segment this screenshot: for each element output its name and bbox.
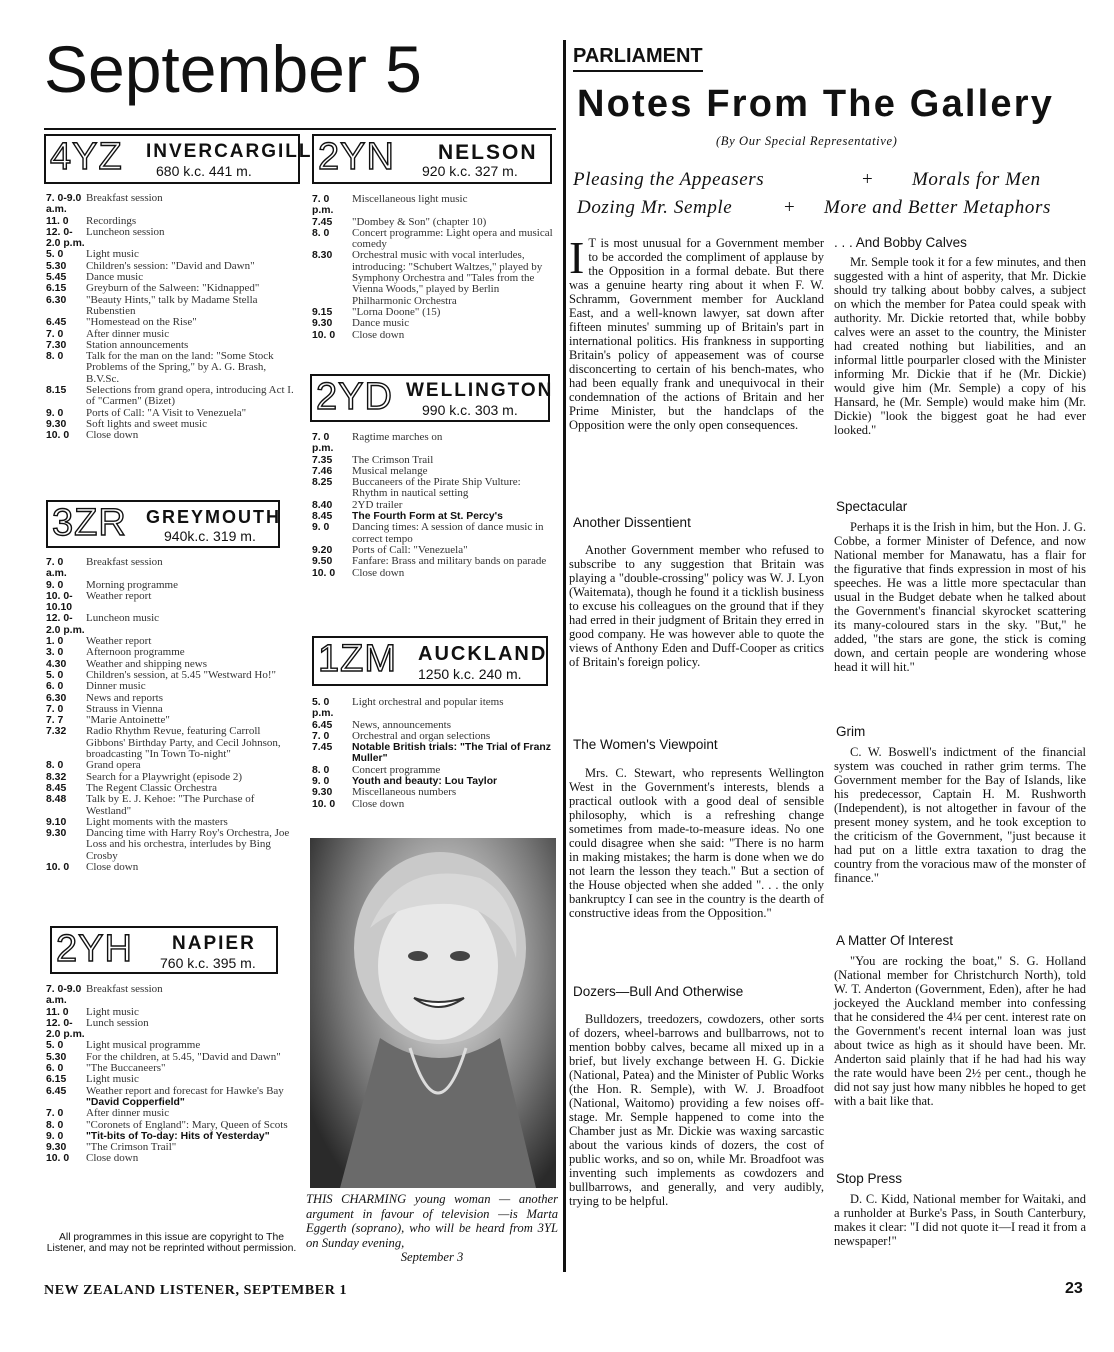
programme-item	[46, 1153, 298, 1164]
programme-item	[46, 726, 298, 760]
programme-title: Ports of Call: "A Visit to Venezuela"	[86, 406, 247, 419]
article-byline: (By Our Special Representative)	[716, 134, 898, 148]
programme-list-2yd	[312, 432, 556, 579]
programme-title: Recordings	[86, 214, 137, 227]
programme-item	[46, 419, 298, 430]
para-spectacular	[834, 520, 1086, 674]
subhead-matter-of-interest: A Matter Of Interest	[836, 933, 954, 948]
station-city: NAPIER	[172, 933, 256, 954]
programme-title: "The Crimson Trail"	[86, 1141, 177, 1154]
programme-item	[46, 283, 298, 294]
programme-title: Notable British trials: "The Trial of Franz Muller"	[352, 742, 551, 765]
programme-title: Close down	[86, 861, 139, 874]
programme-title: Miscellaneous light music	[352, 193, 468, 205]
programme-time: 8.48	[46, 794, 67, 806]
programme-title: Morning programme	[86, 578, 178, 591]
programme-time: 10. 0	[46, 1153, 70, 1165]
portrait-illustration	[310, 838, 556, 1188]
programme-time: 5. 0 p.m.	[312, 697, 334, 720]
programme-item	[46, 261, 298, 272]
station-city: AUCKLAND	[418, 643, 548, 665]
programme-time: 5.45	[46, 272, 67, 284]
programme-title: Dance music	[352, 317, 410, 330]
programme-time: 7. 0	[46, 328, 64, 340]
programme-item	[46, 693, 298, 704]
programme-time: 7. 0	[46, 703, 64, 715]
programme-item	[46, 430, 298, 441]
programme-title: Talk by E. J. Kehoe: "The Purchase of Westland"	[86, 793, 255, 817]
programme-time: 9. 0	[46, 579, 64, 591]
programme-time: 9.10	[46, 816, 67, 828]
programme-time: 5. 0	[46, 1040, 64, 1052]
programme-item	[46, 227, 298, 250]
station-city: GREYMOUTH	[146, 507, 281, 527]
programme-item	[312, 455, 556, 466]
programme-time: 10. 0	[312, 798, 336, 810]
programme-item	[46, 704, 298, 715]
programme-item	[312, 765, 556, 776]
station-frequency: 990 k.c. 303 m.	[422, 402, 518, 418]
programme-time: 8.45	[46, 782, 67, 794]
programme-title: After dinner music	[86, 1107, 170, 1120]
programme-title: Weather report	[86, 589, 152, 602]
programme-title: "Coronets of England": Mary, Queen of Scots	[86, 1118, 288, 1131]
subhead-bobby-calves: . . . And Bobby Calves	[834, 235, 967, 250]
copyright-note: All programmes in this issue are copyright to The Listener, and may not be reprinted without permission.	[46, 1232, 297, 1254]
programme-title: Dancing time with Harry Roy's Orchestra, Joe Loss and his orchestra, interludes by Bing Crosby	[86, 827, 290, 862]
programme-title: Soft lights and sweet music	[86, 417, 207, 430]
programme-item	[46, 681, 298, 692]
programme-time: 6.30	[46, 294, 67, 306]
programme-title: Children's session: "David and Dawn"	[86, 259, 255, 272]
para-text: D. C. Kidd, National member for Waitaki, and a runholder at Burke's Pass, in South Canterbury, makes it clear: "I did not quote it—I read it from a newspaper!"	[834, 1192, 1086, 1248]
programme-item	[312, 228, 556, 251]
para-text: Bulldozers, treedozers, cowdozers, other sorts of dozers, wheel-barrows and bullbarrows, not to mention bobby calves, became all mixed up in a brief, but lively exchange between H. G. Dickie (National, Patea) and the Minister of Public Works (the Hon. R. Semple), with W. J. Broadfoot (National, Waitomo) providing a few noises off-stage. Mr. Semple happened to come into the Chamber just as Mr. Dickie was waxing sarcastic about the various kinds of dozers, the cost of public works, and so on, while Mr. Broadfoot was inventing such implements as cowdozers and bullbarrows, and generally, and very audibly, trying to be helpful.	[569, 1012, 824, 1208]
programme-time: 8. 0	[312, 764, 330, 776]
programme-item	[46, 828, 298, 862]
programme-title: Breakfast session	[86, 192, 163, 204]
programme-time: 8.32	[46, 771, 67, 783]
programme-title: Close down	[352, 328, 405, 341]
para-matter-of-interest	[834, 954, 1086, 1108]
programme-time: 8. 0	[46, 351, 64, 363]
programme-time: 7. 0-9.0 a.m.	[46, 193, 82, 216]
programme-item	[46, 295, 298, 318]
programme-time: 8.45	[312, 511, 333, 523]
station-frequency: 920 k.c. 327 m.	[422, 163, 518, 179]
programme-title: The Fourth Form at St. Percy's	[352, 511, 503, 523]
programme-title: After dinner music	[86, 327, 170, 340]
caption-text: THIS CHARMING young woman — another argument in favour of television —is Marta Eggerth (soprano), who will be heard from 3YL on Sunday evening,	[306, 1192, 558, 1250]
programme-title: The Regent Classic Orchestra	[86, 781, 218, 794]
deck-separator: +	[784, 197, 796, 218]
programme-time: 1. 0	[46, 636, 64, 648]
deck-line-2-left: Dozing Mr. Semple	[577, 197, 733, 218]
para-dozers	[569, 1012, 824, 1208]
programme-title: Children's session, at 5.45 "Westward Ho!"	[86, 668, 277, 681]
programme-title: Breakfast session	[86, 556, 163, 568]
programme-time: 4.30	[46, 658, 67, 670]
programme-time: 10. 0	[312, 567, 336, 579]
programme-title: Weather report	[86, 635, 152, 648]
station-frequency: 1250 k.c. 240 m.	[418, 666, 522, 682]
programme-item	[46, 1074, 298, 1085]
programme-title: For the children, at 5.45, "David and Dawn"	[86, 1050, 281, 1063]
programme-time: 7. 0 p.m.	[312, 432, 334, 455]
programme-time: 5. 0	[46, 669, 64, 681]
programme-time: 7.45	[312, 742, 333, 754]
programme-item	[312, 799, 556, 810]
programme-time: 6.15	[46, 283, 67, 295]
programme-time: 10. 0	[312, 329, 336, 341]
programme-item	[46, 351, 298, 385]
programme-item	[312, 477, 556, 500]
station-frequency: 760 k.c. 395 m.	[160, 955, 256, 971]
portrait-photo	[310, 838, 556, 1188]
programme-time: 6.45	[46, 1085, 67, 1097]
station-call-sign: 2YD	[316, 376, 393, 418]
programme-title: Luncheon session	[86, 225, 165, 238]
programme-time: 9. 0	[46, 1130, 64, 1142]
programme-time: 8. 0	[312, 227, 330, 239]
programme-title: Station announcements	[86, 338, 189, 351]
programme-title: "Lorna Doone" (15)	[352, 305, 441, 318]
programme-item	[46, 580, 298, 591]
programme-item	[46, 1120, 298, 1131]
programme-title: Selections from grand opera, introducing Act I. of "Carmen" (Bizet)	[86, 384, 294, 408]
programme-title: Close down	[86, 1152, 139, 1165]
programme-time: 6.45	[46, 317, 67, 329]
programme-item	[46, 193, 298, 216]
programme-time: 5.30	[46, 1051, 67, 1063]
programme-title: Lunch session	[86, 1016, 149, 1029]
programme-time: 9.30	[46, 1142, 67, 1154]
programme-time: 8.15	[46, 385, 67, 397]
programme-item	[312, 330, 556, 341]
programme-time: 7. 0 p.m.	[312, 194, 334, 217]
programme-title: The Crimson Trail	[352, 453, 434, 466]
station-frequency: 940k.c. 319 m.	[164, 528, 256, 544]
subhead-stop-press: Stop Press	[836, 1171, 903, 1186]
programme-time: 5. 0	[46, 249, 64, 261]
programme-time: 5.30	[46, 260, 67, 272]
programme-title: Light music	[86, 248, 139, 261]
programme-item	[46, 216, 298, 227]
programme-time: 9.20	[312, 544, 333, 556]
programme-item	[312, 556, 556, 567]
station-header-2yd	[310, 374, 554, 422]
programme-time: 9.30	[46, 828, 67, 840]
programme-time: 7. 0	[46, 1108, 64, 1120]
programme-item	[46, 1142, 298, 1153]
programme-item	[46, 557, 298, 580]
programme-title: News, announcements	[352, 718, 451, 731]
programme-time: 10. 0-10.10	[46, 590, 73, 614]
programme-item	[46, 1086, 298, 1097]
subhead-grim: Grim	[836, 724, 866, 739]
programme-time: 7.32	[46, 726, 67, 738]
page-footer: NEW ZEALAND LISTENER, SEPTEMBER 1	[44, 1283, 348, 1298]
programme-time: 3. 0	[46, 647, 64, 659]
programme-title: Close down	[352, 566, 405, 579]
programme-time: 6.30	[46, 692, 67, 704]
programme-title: Light music	[86, 1005, 139, 1018]
programme-list-2yn	[312, 194, 556, 341]
programme-title: Concert programme: Light opera and musical comedy	[352, 226, 553, 251]
programme-item	[312, 250, 556, 306]
programme-time: 8. 0	[46, 1119, 64, 1131]
programme-title: Light musical programme	[86, 1039, 201, 1052]
programme-time: 9.15	[312, 306, 333, 318]
programme-title: Orchestral music with vocal interludes, introducing: "Schubert Waltzes," played by Symphony Orchestra and "Tales from the Vienna Woods," played by Berlin Philharmonic Orchestra	[352, 249, 543, 307]
programme-item	[46, 647, 298, 658]
programme-title: Ports of Call: "Venezuela"	[352, 543, 468, 556]
programme-title: Miscellaneous numbers	[352, 786, 457, 799]
programme-item	[312, 194, 556, 217]
programme-time: 8.25	[312, 477, 333, 489]
programme-time: 7.35	[312, 454, 333, 466]
programme-item	[312, 731, 556, 742]
programme-item	[46, 1097, 298, 1108]
page-date: September 5	[44, 32, 422, 106]
programme-title: Search for a Playwright (episode 2)	[86, 770, 243, 783]
subhead-spectacular: Spectacular	[836, 499, 908, 514]
programme-title: Light moments with the masters	[86, 815, 228, 828]
programme-title: Radio Rhythm Revue, featuring Carroll Gibbons' Birthday Party, and Cecil Johnson, broadcasting "In Town To-night"	[86, 725, 281, 761]
programme-item	[312, 500, 556, 511]
station-header-1zm	[312, 636, 548, 686]
programme-title: Luncheon music	[86, 612, 160, 625]
programme-title: 2YD trailer	[352, 498, 403, 511]
programme-time: 8.40	[312, 499, 333, 511]
photo-caption	[306, 1192, 558, 1265]
programme-item	[312, 787, 556, 798]
programme-list-2yh	[46, 984, 298, 1165]
station-header-2yh	[50, 926, 278, 974]
page-number: 23	[1065, 1280, 1083, 1297]
programme-title: Afternoon programme	[86, 646, 185, 659]
programme-item	[312, 697, 556, 720]
programme-time: 8. 0	[46, 760, 64, 772]
para-dissentient	[569, 543, 824, 669]
programme-item	[46, 317, 298, 328]
programme-title: Greyburn of the Salween: "Kidnapped"	[86, 282, 260, 295]
programme-time: 7.46	[312, 465, 333, 477]
station-call-sign: 4YZ	[50, 136, 123, 178]
programme-time: 6. 0	[46, 681, 64, 693]
programme-time: 12. 0-2.0 p.m.	[46, 226, 85, 250]
para-stop-press	[834, 1192, 1086, 1248]
para-text: Perhaps it is the Irish in him, but the Hon. J. G. Cobbe, a former Minister of Defence, and now National member for Manawatu, has a flair for the figurative that finds expression in most of his speeches. He was a little more spectacular than usual in the Budget debate when he talked about the Government's financial skyrocket scattering its many-coloured stars in the sky. "But," he added, "the stars are gone, the stick is coming down, and certain people are wondering whose head it will hit."	[834, 520, 1086, 674]
programme-title: Orchestral and organ selections	[352, 729, 491, 742]
article-intro	[569, 232, 824, 432]
programme-time: 9.30	[312, 787, 333, 799]
deck-separator: +	[862, 169, 874, 190]
drop-cap: I	[569, 232, 585, 283]
programme-title: Fanfare: Brass and military bands on parade	[352, 555, 547, 568]
para-grim	[834, 745, 1086, 885]
programme-item	[46, 591, 298, 614]
programme-item	[46, 984, 298, 1007]
para-text: C. W. Boswell's indictment of the financial system was couched in rather grim terms. The Government member for the Bay of Islands, like his predecessor, Captain H. M. Rushworth (Independent), is not altogether in favour of the present money system, and he took exception to the criticism of the Government, "just because it had put on a little extra taxation to drag the country from the voracious maw of the monster of finance."	[834, 745, 1087, 885]
deck-line-1-left: Pleasing the Appeasers	[573, 169, 765, 190]
programme-item	[46, 1007, 298, 1018]
programme-title: "The Buccaneers"	[86, 1062, 166, 1075]
programme-item	[312, 307, 556, 318]
programme-time: 6.45	[312, 719, 333, 731]
programme-item	[46, 1052, 298, 1063]
programme-time: 12. 0-2.0 p.m.	[46, 613, 85, 636]
programme-time: 9. 0	[312, 776, 330, 788]
programme-title: News and reports	[86, 691, 163, 704]
programme-time: 11. 0	[46, 1006, 69, 1018]
programme-title: "Homestead on the Rise"	[86, 316, 197, 329]
programme-title: "Dombey & Son" (chapter 10)	[352, 215, 487, 228]
station-city: INVERCARGILL	[146, 141, 313, 162]
programme-item	[46, 794, 298, 817]
station-header-2yn	[312, 134, 552, 184]
intro-text: T is most unusual for a Government member to be accorded the compliment of applause by the Opposition in a formal debate. But there was a genuine hearty ring about it when F. W. Schramm, Government member for Auckland East, and a well-known lawyer, sat down after fifteen minutes' summing up of Britain's part in international politics. His frankness in supporting Britain's policy of appeasement was of course disconcerting to certain of his bench-mates, who had been equally frank and unequivocal in their condemnation of the actions of Britain and her Prime Minister, but the handclaps of the Opposition were the only open consequences.	[569, 236, 824, 432]
programme-list-1zm	[312, 697, 556, 810]
programme-time: 7. 0	[312, 730, 330, 742]
programme-time: 9. 0	[46, 407, 64, 419]
programme-title: Dancing times: A session of dance music in correct tempo	[352, 521, 544, 545]
programme-time: 6. 0	[46, 1063, 64, 1075]
programme-time: 7. 7	[46, 715, 64, 727]
programme-item	[312, 568, 556, 579]
programme-item	[312, 522, 556, 545]
para-womens-viewpoint	[569, 766, 824, 920]
programme-time: 7. 0-9.0 a.m.	[46, 984, 82, 1007]
station-frequency: 680 k.c. 441 m.	[156, 163, 252, 179]
programme-time: 9.30	[312, 318, 333, 330]
para-text: Mr. Semple took it for a few minutes, and then suggested with a hint of asperity, that Mr. Dickie should try talking about bobby calves, a subject on which the member for Patea could speak with authority. Mr. Dickie retorted that, while bobby calves were an asset to the country, the Minister had created nothing but liabilities, and an informal little pourparler closed with the Minister informing Mr. Dickie that if he (Mr. Dickie) would give him (Mr. Semple) a copy of his Hansard, he (Mr. Semple) would make him (Mr. Dickie) "look the biggest goat he had ever looked."	[834, 255, 1086, 437]
programme-title: Close down	[352, 797, 405, 810]
programme-title: Musical melange	[352, 464, 428, 477]
programme-list-4yz	[46, 193, 298, 442]
programme-item	[46, 613, 298, 636]
programme-time: 10. 0	[46, 430, 70, 442]
programme-time: 7.30	[46, 339, 67, 351]
para-bobby-calves	[834, 255, 1086, 437]
subhead-dozers: Dozers—Bull And Otherwise	[573, 984, 744, 999]
programme-time: 11. 0	[46, 215, 69, 227]
para-text: Another Government member who refused to subscribe to any suggestion that Britain was playing a "double-crossing" policy was W. J. Lyon (Waitemata), though he found it a ticklish business to excuse his colleagues on the ground that if they had erred in their judgment of Britain they erred in good company. He was however able to quote the views of Anthony Eden and Duff-Cooper as critics of Britain's foreign policy.	[569, 543, 824, 669]
station-call-sign: 1ZM	[318, 638, 397, 680]
station-call-sign: 2YN	[318, 136, 395, 178]
date-underline	[44, 128, 556, 130]
programme-title: "David Copperfield"	[86, 1096, 185, 1108]
caption-date: September 3	[400, 1250, 464, 1265]
programme-title: Breakfast session	[86, 983, 163, 995]
para-text: "You are rocking the boat," S. G. Holland (National member for Christchurch North), told W. T. Anderton (Government, Eden), after he had jockeyed the Auckland member into confessing that he considered the 4¼ per cent. interest rate on the Government's recent internal loan was just about twice as high as it should have been. Mr. Anderton said plainly that if he had had his way the rate would have been 2½ per cent., though he did not say just how many nibbles he hoped to get with a bait like that.	[834, 954, 1086, 1108]
station-call-sign: 2YH	[56, 928, 133, 970]
deck-line-1-right: Morals for Men	[912, 169, 1041, 190]
programme-title: Dance music	[86, 271, 144, 284]
programme-title: Concert programme	[352, 763, 441, 776]
programme-title: Buccaneers of the Pirate Ship Vulture: Rhythm in nautical setting	[352, 476, 521, 500]
article-headline: Notes From The Gallery	[577, 83, 1055, 125]
programme-title: "Tit-bits of To-day: Hits of Yesterday"	[86, 1130, 270, 1142]
station-header-3zr	[46, 500, 280, 548]
programme-time	[46, 1097, 86, 1108]
programme-item	[46, 760, 298, 771]
programme-item	[46, 670, 298, 681]
article-kicker: PARLIAMENT	[573, 45, 703, 72]
programme-time: 9. 0	[312, 522, 330, 534]
station-city: NELSON	[438, 141, 538, 164]
programme-title: Weather report and forecast for Hawke's Bay	[86, 1084, 284, 1097]
programme-item	[312, 742, 556, 765]
programme-time: 7. 0 a.m.	[46, 557, 67, 580]
programme-title: Grand opera	[86, 759, 141, 772]
programme-time: 6.15	[46, 1074, 67, 1086]
programme-title: Weather and shipping news	[86, 657, 207, 670]
programme-time: 10. 0	[46, 862, 70, 874]
para-text: Mrs. C. Stewart, who represents Wellington West in the Government's interests, blends a practical outlook with a good deal of sensible philosophy, which is a refreshing change sometimes from made-to-measure ideas. No one could disagree when she said: "There is no harm in making mistakes; the harm is done when we do not learn the lesson they teach." But a section of the House objected when she added ". . . the only bankruptcy I can see in the country is the dearth of constructive ideas from the Opposition."	[569, 766, 824, 920]
programme-time: 9.50	[312, 556, 333, 568]
programme-item	[46, 862, 298, 873]
programme-time: 7.45	[312, 216, 333, 228]
programme-title: Light orchestral and popular items	[352, 696, 504, 708]
subhead-womens-viewpoint: The Women's Viewpoint	[573, 737, 718, 752]
programme-item	[46, 1063, 298, 1074]
programme-title: Youth and beauty: Lou Taylor	[352, 776, 498, 788]
programme-item	[46, 1108, 298, 1119]
programme-item	[46, 1018, 298, 1041]
programme-item	[312, 432, 556, 455]
programme-title: Close down	[86, 429, 139, 442]
station-call-sign: 3ZR	[52, 502, 127, 544]
programme-list-3zr	[46, 557, 298, 873]
programme-title: Light music	[86, 1073, 139, 1086]
programme-time: 8.30	[312, 250, 333, 262]
programme-title: Ragtime marches on	[352, 431, 443, 443]
programme-title: "Marie Antoinette"	[86, 714, 170, 727]
programme-title: "Beauty Hints," talk by Madame Stella Rubenstien	[86, 293, 258, 317]
programme-time: 9.30	[46, 418, 67, 430]
station-city: WELLINGTON	[406, 380, 554, 401]
programme-title: Talk for the man on the land: "Some Stock Problems of the Spring," by A. G. Brash, B.V.Sc.	[86, 350, 274, 385]
station-header-4yz	[44, 134, 313, 184]
programme-time: 12. 0-2.0 p.m.	[46, 1017, 85, 1041]
programme-item	[312, 318, 556, 329]
programme-item	[46, 385, 298, 408]
programme-title: Strauss in Vienna	[86, 702, 163, 715]
programme-title: Dinner music	[86, 680, 146, 693]
deck-line-2-right: More and Better Metaphors	[824, 197, 1051, 218]
column-divider	[563, 40, 566, 1272]
subhead-dissentient: Another Dissentient	[573, 515, 691, 530]
